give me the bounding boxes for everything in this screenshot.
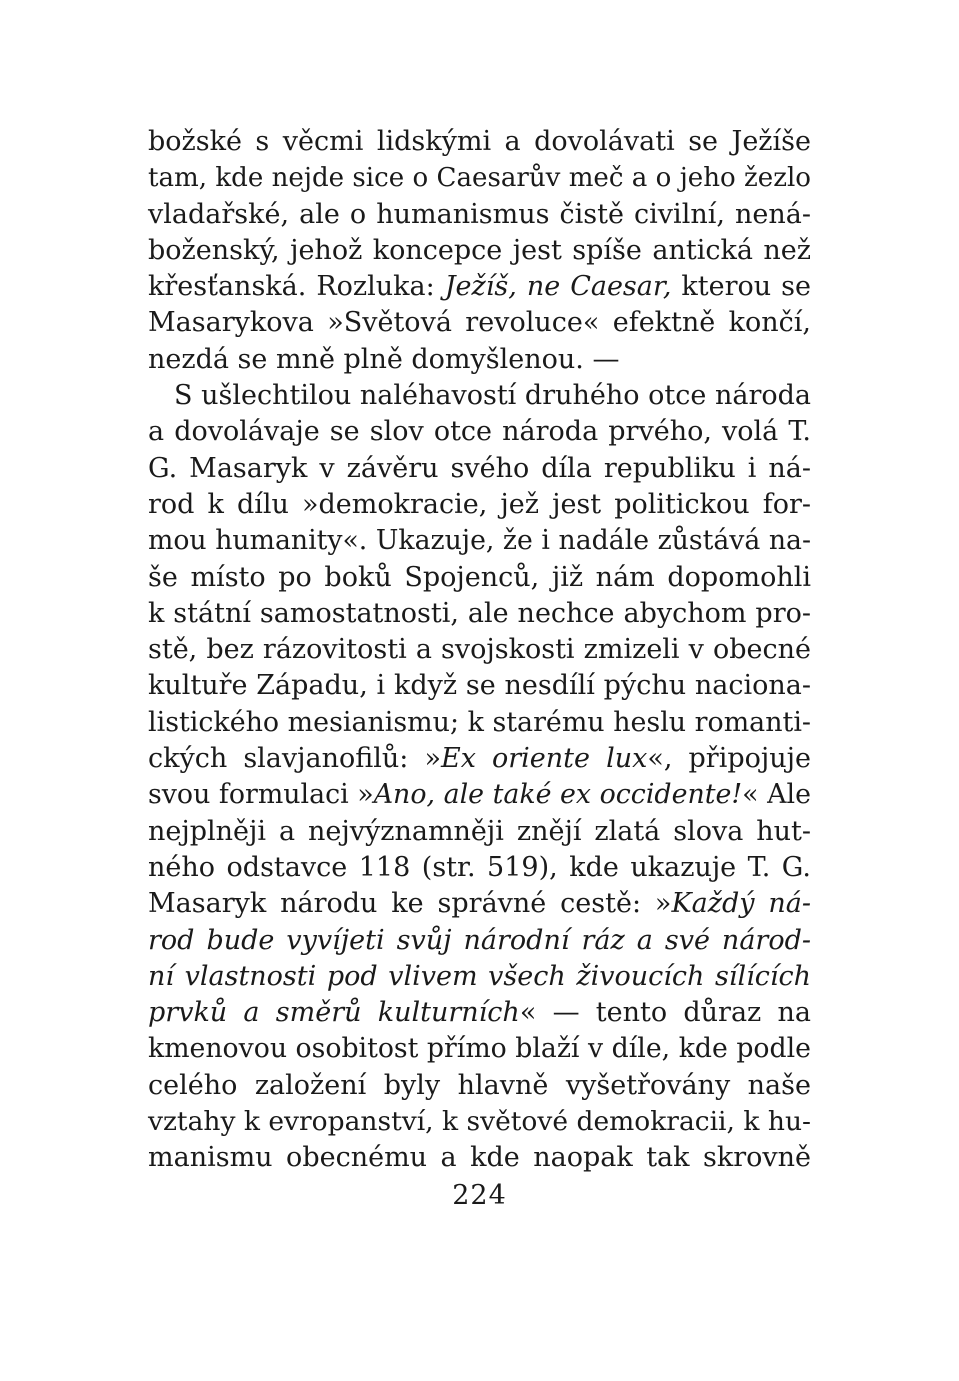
italic-phrase: Ježíš, ne Caesar, [444, 271, 672, 303]
text-line: svou formulaci »Ano, ale také ex occidente!« Ale [148, 779, 811, 811]
text-line: kmenovou osobitost přímo blaží v díle, kde podle [148, 1033, 811, 1065]
text-line: a dovolávaje se slov otce národa prvého, volá T. [148, 416, 811, 448]
text-line: ného odstavce 118 (str. 519), kde ukazuje T. G. [148, 851, 811, 883]
page-number: 224 [452, 1180, 507, 1211]
text-line: božské s věcmi lidskými a dovolávati se Ježíše [148, 126, 811, 157]
text-line: stě, bez rázovitosti a svojskosti zmizeli v obecné [148, 634, 811, 666]
body-text [148, 124, 811, 1177]
text-line [148, 959, 811, 995]
italic-phrase: Ano, ale také ex occidente! [373, 779, 743, 811]
text-line: G. Masaryk v závěru svého díla republiku i ná- [148, 452, 811, 484]
text-line [148, 923, 811, 959]
text-line: Masaryk národu ke správné cestě: »Každý ná- [148, 888, 811, 920]
text-line: nejplněji a nejvýznamněji znějí zlatá slova hut- [148, 815, 811, 847]
text-line: mou humanity«. Ukazuje, že i nadále zůstává na- [148, 525, 811, 557]
text-line: manismu obecnému a kde naopak tak skrovně [148, 1142, 811, 1174]
italic-phrase: rod bude vyvíjeti svůj národní ráz a své národ- [148, 924, 811, 956]
italic-phrase: Každý ná- [671, 888, 811, 920]
text-line: rod k dílu »demokracie, jež jest politickou for- [148, 488, 811, 520]
text-line: kultuře Západu, i když se nesdílí pýchu naciona- [148, 670, 811, 702]
text-line: še místo po boků Spojenců, již nám dopomohli [148, 561, 811, 593]
text-line: Masarykova »Světová revoluce« efektně končí, [148, 307, 811, 339]
text-line: listického mesianismu; k starému heslu romanti- [148, 706, 811, 738]
text-line: celého založení byly hlavně vyšetřovány naše [148, 1069, 811, 1101]
text-line: nezdá se mně plně domyšlenou. — [148, 343, 620, 375]
text-line: křesťanská. Rozluka: Ježíš, ne Caesar, kterou se [148, 271, 811, 303]
italic-phrase: prvků a směrů kulturních [148, 997, 520, 1029]
paragraph-start-line: S ušlechtilou naléhavostí druhého otce národa [174, 380, 811, 412]
text-line: k státní samostatnosti, ale nechce abychom pro- [148, 597, 811, 629]
text-line: boženský, jehož koncepce jest spíše antická než [148, 234, 811, 266]
text-line: prvků a směrů kulturních« — tento důraz na [148, 997, 811, 1029]
text-line: tam, kde nejde sice o Caesarův meč a o jeho žezlo [148, 163, 811, 194]
text-line: vladařské, ale o humanismus čistě civilní, nená- [148, 198, 811, 230]
italic-phrase: Ex oriente lux [441, 743, 648, 775]
text-line: vztahy k evropanství, k světové demokracii, k hu- [148, 1106, 811, 1138]
italic-phrase: ní vlastnosti pod vlivem všech živoucích sílících [148, 960, 811, 992]
text-line: ckých slavjanofilů: »Ex oriente lux«, připojuje [148, 743, 811, 775]
